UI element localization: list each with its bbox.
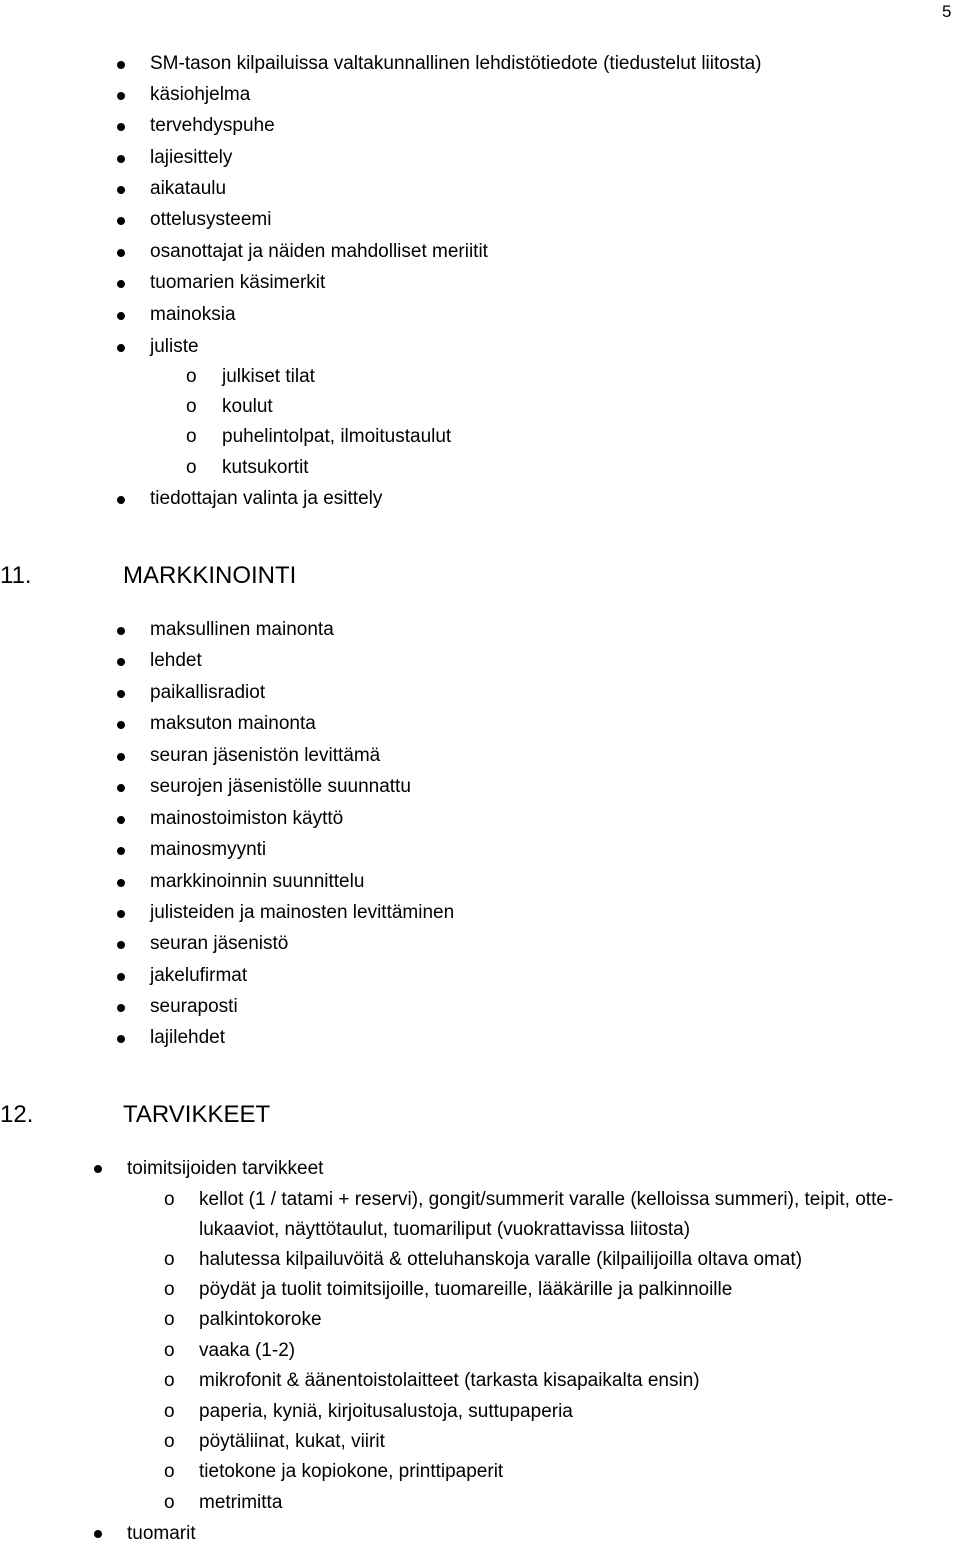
- sub-list-item: kutsukortit: [222, 457, 309, 478]
- sub-bullet: o: [164, 1370, 175, 1391]
- list-item: seuraposti: [150, 996, 238, 1017]
- sub-bullet: o: [164, 1340, 175, 1361]
- list-bullet: [117, 249, 125, 257]
- section-heading: TARVIKKEET: [123, 1101, 271, 1128]
- page-number: 5: [942, 2, 952, 21]
- list-bullet: [117, 92, 125, 100]
- sub-bullet: o: [164, 1461, 175, 1482]
- sub-list-item: koulut: [222, 396, 273, 417]
- sub-bullet: o: [164, 1189, 175, 1210]
- list-bullet: [117, 217, 125, 225]
- list-bullet: [94, 1165, 102, 1173]
- list-item: toimitsijoiden tarvikkeet: [127, 1158, 324, 1179]
- sub-bullet: o: [164, 1431, 175, 1452]
- sub-list-item: halutessa kilpailuvöitä & otteluhanskoja varalle (kilpailijoilla oltava omat): [199, 1249, 803, 1270]
- list-bullet: [117, 312, 125, 320]
- list-bullet: [117, 186, 125, 194]
- sub-list-item: kellot (1 / tatami + reservi), gongit/summerit varalle (kelloissa summeri), teipit, otte-: [199, 1189, 894, 1210]
- sub-list-item: vaaka (1-2): [199, 1340, 296, 1361]
- list-item: julisteiden ja mainosten levittäminen: [150, 902, 455, 923]
- list-bullet: [117, 155, 125, 163]
- sub-list-item: palkintokoroke: [199, 1309, 322, 1330]
- list-item: tuomarit: [127, 1523, 196, 1544]
- sub-bullet: o: [164, 1279, 175, 1300]
- list-item: jakelufirmat: [150, 965, 248, 986]
- sub-list-item: pöytäliinat, kukat, viirit: [199, 1431, 385, 1452]
- section-number: 12.: [0, 1101, 34, 1128]
- list-item: paikallisradiot: [150, 682, 266, 703]
- list-item: aikataulu: [150, 178, 227, 199]
- list-item: maksuton mainonta: [150, 713, 316, 734]
- list-bullet: [117, 61, 125, 69]
- list-bullet: [117, 627, 125, 635]
- list-item: tervehdyspuhe: [150, 115, 275, 136]
- list-bullet: [117, 973, 125, 981]
- list-item: käsiohjelma: [150, 84, 251, 105]
- list-bullet: [117, 280, 125, 288]
- list-bullet: [117, 690, 125, 698]
- sub-list-item: mikrofonit & äänentoistolaitteet (tarkasta kisapaikalta ensin): [199, 1370, 700, 1391]
- list-item: juliste: [150, 336, 199, 357]
- sub-list-item: julkiset tilat: [222, 366, 315, 387]
- list-bullet: [117, 721, 125, 729]
- list-item: seuran jäsenistön levittämä: [150, 745, 381, 766]
- sub-bullet: o: [186, 396, 197, 417]
- list-bullet: [117, 784, 125, 792]
- list-bullet: [117, 879, 125, 887]
- list-bullet: [117, 1035, 125, 1043]
- list-bullet: [117, 658, 125, 666]
- list-item: lajiesittely: [150, 147, 233, 168]
- list-item: maksullinen mainonta: [150, 619, 334, 640]
- list-bullet: [117, 816, 125, 824]
- sub-bullet: o: [186, 426, 197, 447]
- list-item: mainostoimiston käyttö: [150, 808, 344, 829]
- sub-list-item: puhelintolpat, ilmoitustaulut: [222, 426, 452, 447]
- sub-list-item: metrimitta: [199, 1492, 283, 1513]
- sub-list-item: pöydät ja tuolit toimitsijoille, tuomareille, lääkärille ja palkinnoille: [199, 1279, 733, 1300]
- list-item: mainoksia: [150, 304, 236, 325]
- list-bullet: [117, 753, 125, 761]
- list-item: seuran jäsenistö: [150, 933, 289, 954]
- list-item: tuomarien käsimerkit: [150, 272, 326, 293]
- sub-list-item-continuation: lukaaviot, näyttötaulut, tuomariliput (vuokrattavissa liitosta): [199, 1219, 691, 1240]
- sub-bullet: o: [186, 366, 197, 387]
- list-item: lehdet: [150, 650, 202, 671]
- sub-bullet: o: [186, 457, 197, 478]
- list-item: lajilehdet: [150, 1027, 225, 1048]
- list-item: osanottajat ja näiden mahdolliset meriitit: [150, 241, 488, 262]
- list-item: SM-tason kilpailuissa valtakunnallinen lehdistötiedote (tiedustelut liitosta): [150, 53, 762, 74]
- list-item: ottelusysteemi: [150, 209, 272, 230]
- list-bullet: [117, 847, 125, 855]
- list-bullet: [94, 1530, 102, 1538]
- list-item: mainosmyynti: [150, 839, 267, 860]
- sub-bullet: o: [164, 1492, 175, 1513]
- sub-list-item: paperia, kyniä, kirjoitusalustoja, suttupaperia: [199, 1401, 573, 1422]
- section-number: 11.: [0, 562, 32, 589]
- list-bullet: [117, 941, 125, 949]
- sub-list-item: tietokone ja kopiokone, printtipaperit: [199, 1461, 504, 1482]
- list-bullet: [117, 1004, 125, 1012]
- section-heading: MARKKINOINTI: [123, 562, 297, 589]
- list-item: seurojen jäsenistölle suunnattu: [150, 776, 411, 797]
- sub-bullet: o: [164, 1249, 175, 1270]
- list-bullet: [117, 344, 125, 352]
- list-bullet: [117, 910, 125, 918]
- sub-bullet: o: [164, 1401, 175, 1422]
- list-bullet: [117, 496, 125, 504]
- list-item: markkinoinnin suunnittelu: [150, 871, 365, 892]
- sub-bullet: o: [164, 1309, 175, 1330]
- list-item: tiedottajan valinta ja esittely: [150, 488, 383, 509]
- list-bullet: [117, 123, 125, 131]
